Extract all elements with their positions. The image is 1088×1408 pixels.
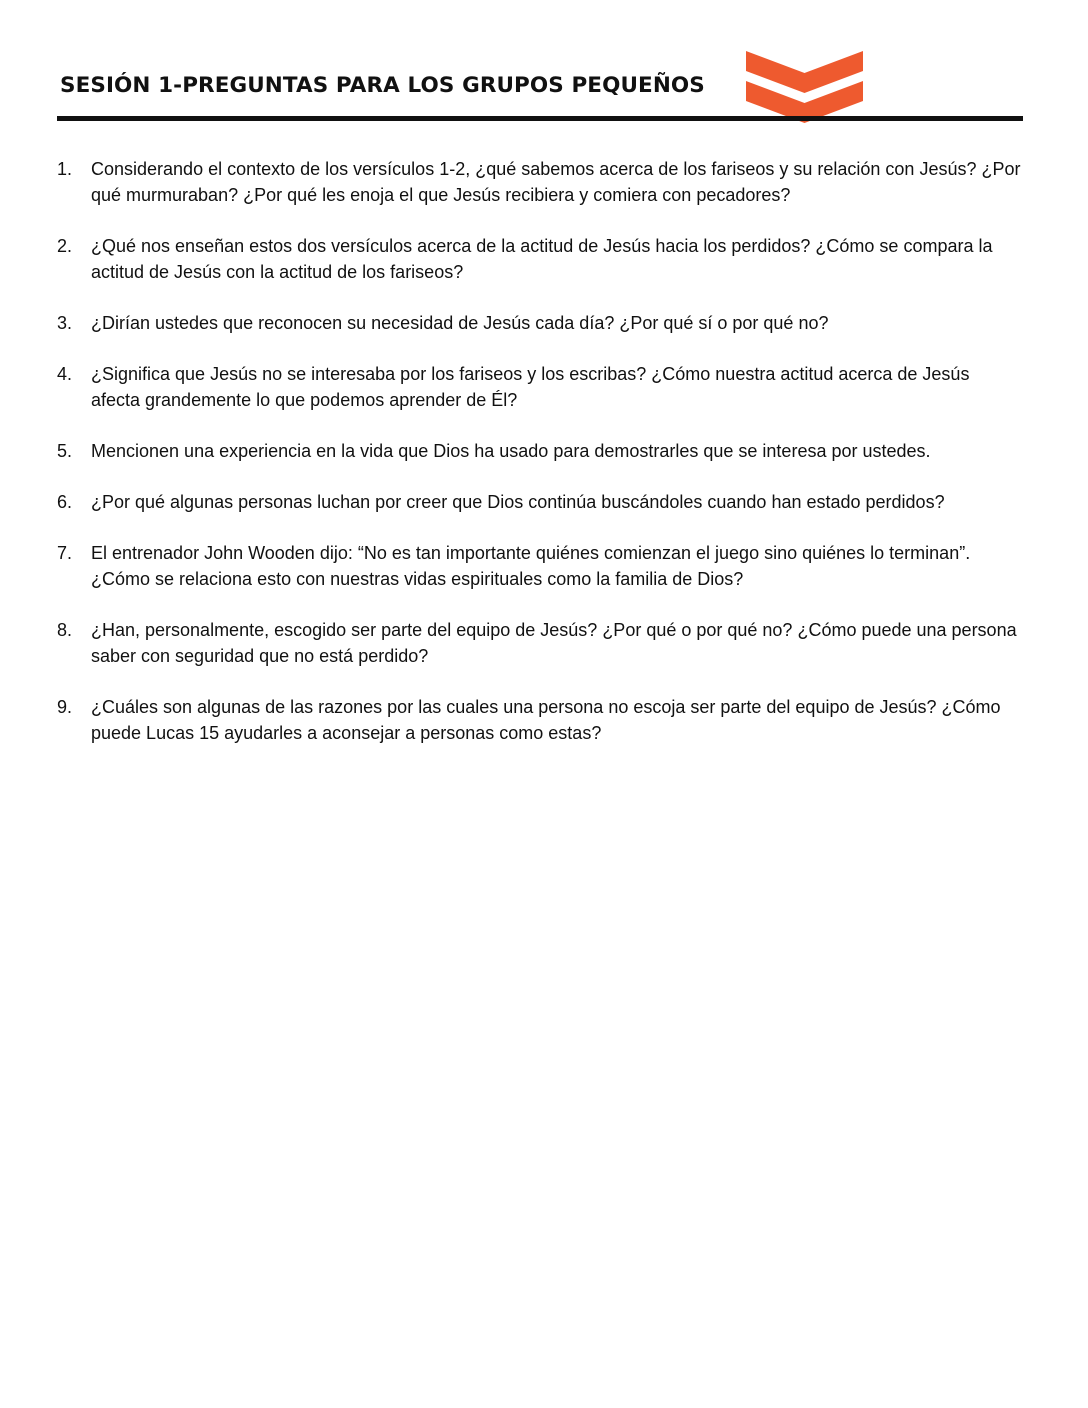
question-number: 6. (57, 492, 73, 512)
question-item (57, 694, 1023, 746)
chevron-down-icon (746, 51, 863, 123)
question-text: ¿Por qué algunas personas luchan por creer que Dios continúa buscándoles cuando han estado perdidos? (91, 492, 945, 512)
question-text: Considerando el contexto de los versículos 1-2, ¿qué sabemos acerca de los fariseos y su relación con Jesús? ¿Por qué murmuraban? ¿Por qué les enoja el que Jesús recibiera y comiera con pecadores? (91, 159, 1021, 205)
question-number: 7. (57, 543, 73, 563)
question-item (57, 310, 1023, 336)
question-text: ¿Cuáles son algunas de las razones por las cuales una persona no escoja ser parte del equipo de Jesús? ¿Cómo puede Lucas 15 ayudarles a aconsejar a personas como estas? (91, 697, 1001, 743)
question-text: El entrenador John Wooden dijo: “No es tan importante quiénes comienzan el juego sino quiénes lo terminan”. ¿Cómo se relaciona esto con nuestras vidas espirituales como la familia de Dios? (91, 543, 971, 589)
question-text: Mencionen una experiencia en la vida que Dios ha usado para demostrarles que se interesa por ustedes. (91, 441, 931, 461)
question-text: ¿Significa que Jesús no se interesaba por los fariseos y los escribas? ¿Cómo nuestra actitud acerca de Jesús afecta grandemente lo que podemos aprender de Él? (91, 364, 970, 410)
question-item (57, 361, 1023, 413)
question-number: 5. (57, 441, 73, 461)
title-underline (57, 116, 1023, 121)
question-item (57, 438, 1023, 464)
question-item (57, 617, 1023, 669)
page-title: SESIÓN 1-PREGUNTAS PARA LOS GRUPOS PEQUEÑOS (60, 73, 705, 98)
question-list (57, 156, 1023, 771)
question-item (57, 233, 1023, 285)
question-number: 8. (57, 620, 73, 640)
question-number: 1. (57, 159, 73, 179)
question-item (57, 489, 1023, 515)
question-text: ¿Qué nos enseñan estos dos versículos acerca de la actitud de Jesús hacia los perdidos? ¿Cómo se compara la actitud de Jesús con la actitud de los fariseos? (91, 236, 993, 282)
question-text: ¿Han, personalmente, escogido ser parte del equipo de Jesús? ¿Por qué o por qué no? ¿Cómo puede una persona saber con seguridad que no está perdido? (91, 620, 1017, 666)
page-header (57, 48, 1023, 128)
question-number: 9. (57, 697, 73, 717)
question-number: 3. (57, 313, 73, 333)
question-item (57, 540, 1023, 592)
question-item (57, 156, 1023, 208)
question-number: 2. (57, 236, 73, 256)
chevron-upper-shape (746, 51, 863, 93)
question-number: 4. (57, 364, 73, 384)
question-text: ¿Dirían ustedes que reconocen su necesidad de Jesús cada día? ¿Por qué sí o por qué no? (91, 313, 829, 333)
